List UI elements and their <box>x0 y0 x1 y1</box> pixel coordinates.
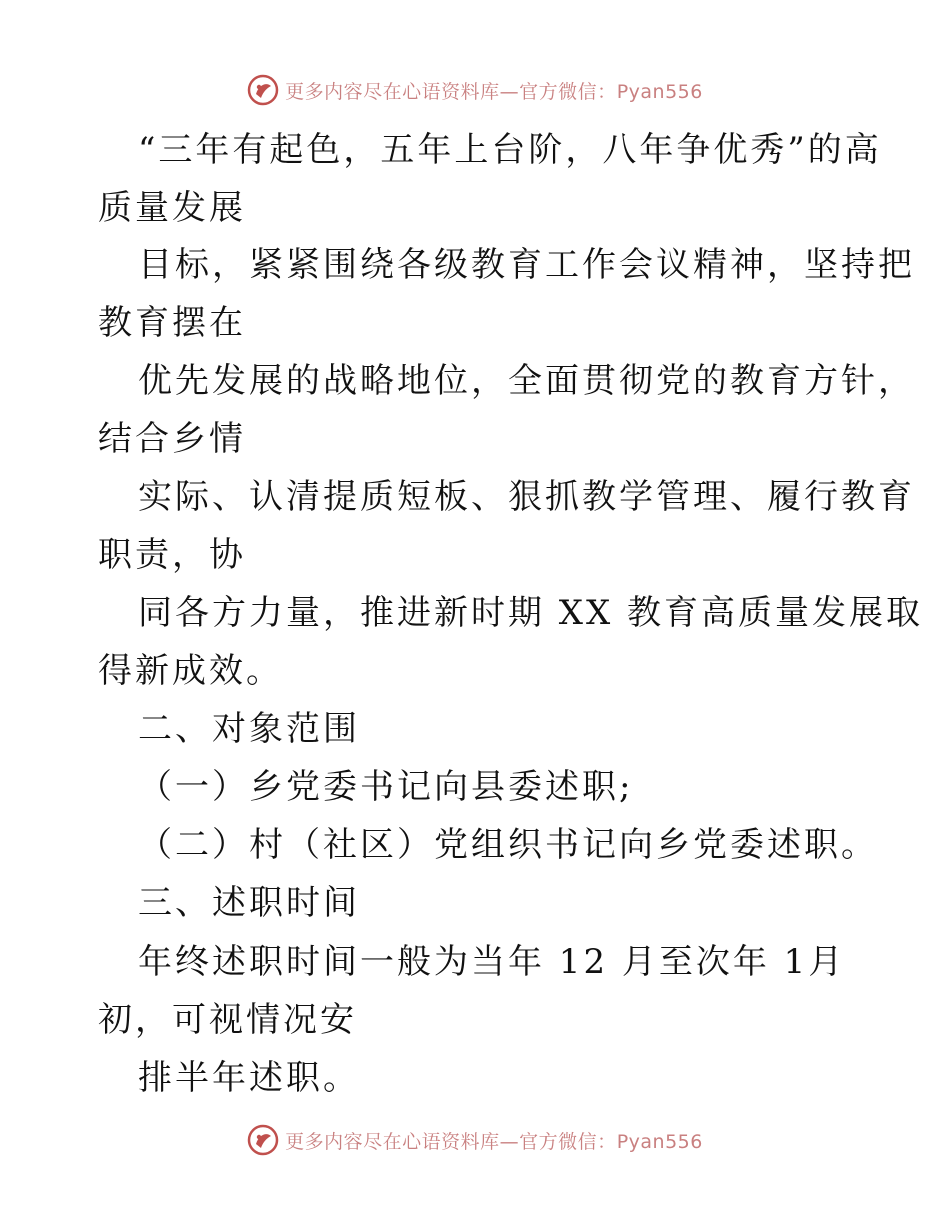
paragraph-line: 初，可视情况安 <box>98 1000 357 1040</box>
paragraph-line: “三年有起色，五年上台阶，八年争优秀”的高 <box>138 130 882 170</box>
paragraph-line: 同各方力量，推进新时期 XX 教育高质量发展取 <box>138 593 924 633</box>
paragraph-line: 结合乡情 <box>98 419 246 459</box>
section-heading: 三、述职时间 <box>138 883 360 923</box>
paragraph-line: 年终述职时间一般为当年 12 月至次年 1月 <box>138 942 846 982</box>
section-heading: 二、对象范围 <box>138 709 360 749</box>
paragraph-line: 教育摆在 <box>98 303 246 343</box>
logo-icon <box>247 1124 279 1156</box>
watermark-text: 更多内容尽在心语资料库—官方微信：Pyan556 <box>285 1130 703 1153</box>
paragraph-line: 优先发展的战略地位，全面贯彻党的教育方针， <box>138 361 915 401</box>
paragraph-line: 目标，紧紧围绕各级教育工作会议精神，坚持把 <box>138 245 915 285</box>
paragraph-line: 排半年述职。 <box>138 1058 360 1098</box>
paragraph-line: 实际、认清提质短板、狠抓教学管理、履行教育 <box>138 477 915 517</box>
list-item: （一）乡党委书记向县委述职; <box>138 767 634 807</box>
header-watermark <box>0 70 950 110</box>
paragraph-line: 质量发展 <box>98 188 246 228</box>
footer-watermark <box>0 1120 950 1160</box>
paragraph-line: 职责，协 <box>98 535 246 575</box>
list-item: （二）村（社区）党组织书记向乡党委述职。 <box>138 825 878 865</box>
paragraph-line: 得新成效。 <box>98 651 283 691</box>
logo-icon <box>247 74 279 106</box>
watermark-text: 更多内容尽在心语资料库—官方微信：Pyan556 <box>285 80 703 103</box>
